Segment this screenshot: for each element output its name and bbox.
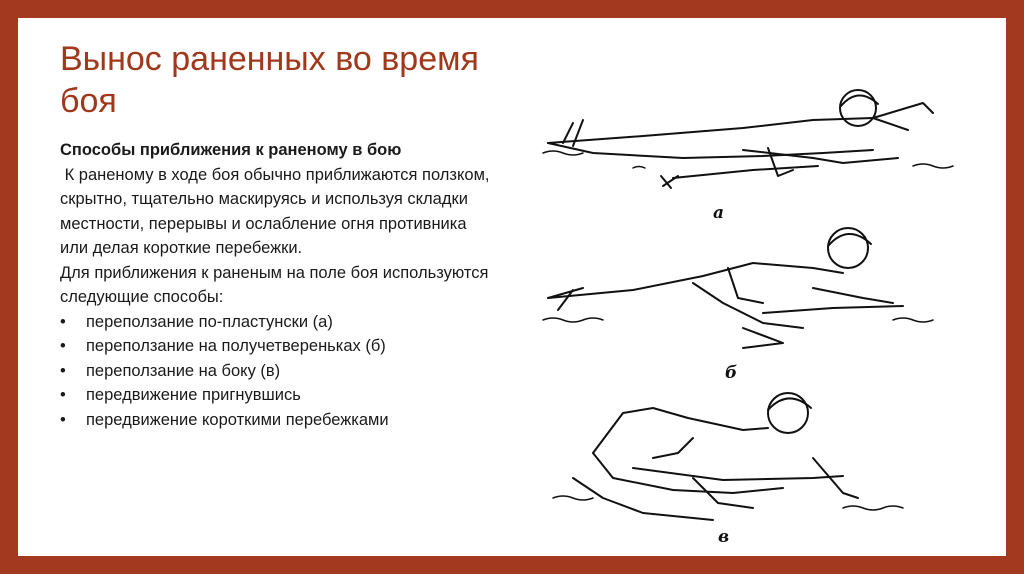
slide	[18, 18, 1006, 556]
caption-b: б	[725, 363, 738, 383]
list-item-label: передвижение пригнувшись	[86, 386, 301, 404]
crawling-illustration	[513, 58, 983, 548]
bullet-icon: •	[60, 386, 66, 404]
caption-v: в	[718, 527, 730, 547]
body-text	[60, 138, 495, 432]
list-item	[60, 359, 490, 384]
soldier-figure-v	[573, 393, 858, 520]
list-item-label: переползание на получетвереньках (б)	[86, 337, 386, 355]
slide-title: Вынос раненных во время боя	[60, 40, 479, 120]
bullet-icon: •	[60, 337, 66, 355]
paragraph-1: К раненому в ходе боя обычно приближаются ползком, скрытно, тщательно маскируясь и используя складки местности, перерывы и ослабление огня противника или делая короткие перебежки.	[60, 165, 495, 257]
methods-list	[60, 310, 490, 433]
bullet-icon: •	[60, 312, 66, 331]
soldier-drawings	[513, 58, 983, 548]
caption-a: а	[713, 203, 725, 223]
list-item	[60, 310, 490, 335]
list-item-label: переползание по-пластунски (а)	[86, 312, 333, 331]
paragraph-2: Для приближения к раненым на поле боя используются следующие способы:	[60, 263, 489, 306]
list-item	[60, 334, 490, 359]
bullet-icon: •	[60, 361, 66, 380]
list-item	[60, 408, 490, 433]
list-item	[60, 383, 490, 408]
bullet-icon: •	[60, 410, 66, 429]
list-item-label: передвижение короткими перебежками	[86, 410, 389, 429]
soldier-figure-b	[548, 228, 903, 348]
list-item-label: переползание на боку (в)	[86, 361, 281, 380]
subheading: Способы приближения к раненому в бою	[60, 141, 402, 159]
soldier-figure-a	[548, 90, 933, 188]
